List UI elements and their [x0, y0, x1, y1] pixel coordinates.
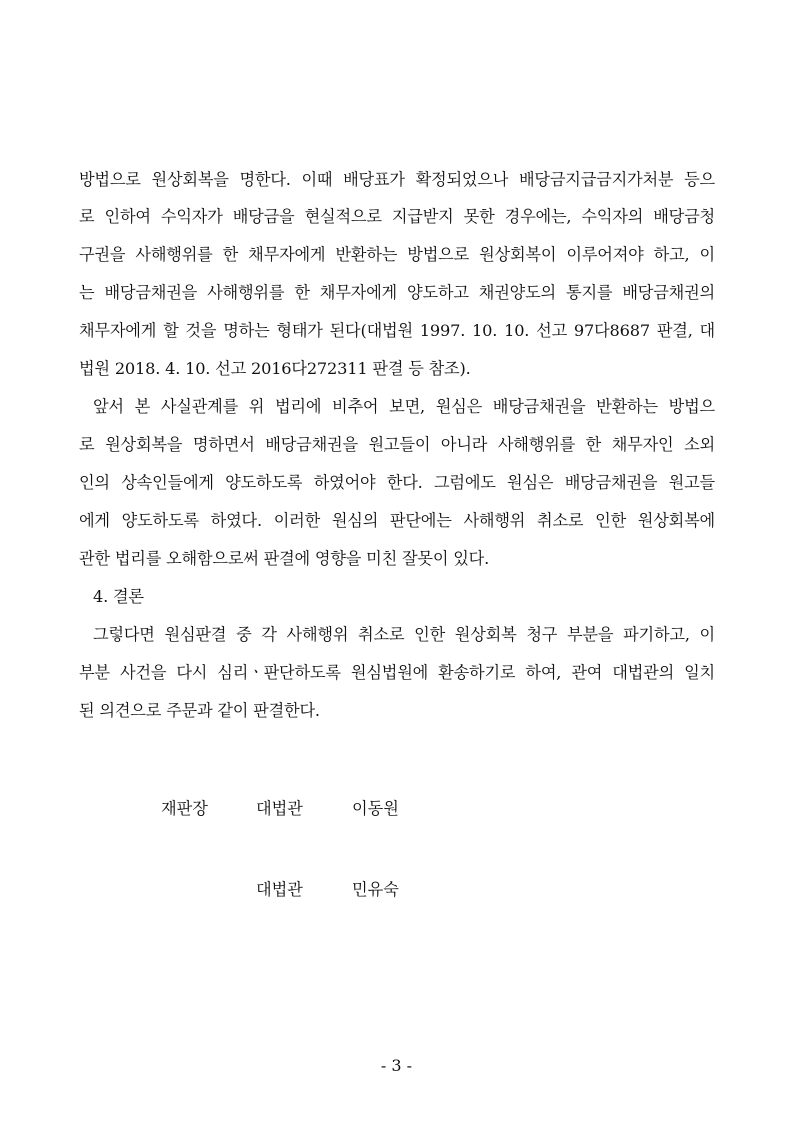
text-line: 로 원상회복을 명하면서 배당금채권을 원고들이 아니라 사해행위를 한 채무자인 소외 [79, 435, 715, 454]
text-line: 그렇다면 원심판결 중 각 사해행위 취소로 인한 원상회복 청구 부분을 파기하고, 이 [93, 625, 715, 644]
text-line: 관한 법리를 오해함으로써 판결에 영향을 미친 잘못이 있다. [79, 549, 490, 568]
page-number: - 3 - [380, 1056, 413, 1075]
section-heading: 4. 결론 [93, 587, 144, 606]
signature-name: 민유숙 [352, 880, 399, 899]
text-line: 채무자에게 할 것을 명하는 형태가 된다(대법원 1997. 10. 10. 선고 97다8687 판결, 대 [79, 321, 715, 340]
signature-name: 이동원 [352, 799, 399, 818]
signature-title: 대법관 [256, 799, 303, 818]
text-line: 구권을 사해행위를 한 채무자에게 반환하는 방법으로 원상회복이 이루어져야 하고, 이 [79, 245, 715, 264]
signature-title: 대법관 [256, 880, 303, 899]
signature-role: 재판장 [161, 799, 208, 818]
text-line: 방법으로 원상회복을 명한다. 이때 배당표가 확정되었으나 배당금지급금지가처분 등으 [79, 170, 715, 189]
text-line: 법원 2018. 4. 10. 선고 2016다272311 판결 등 참조). [79, 359, 471, 378]
text-line: 부분 사건을 다시 심리ㆍ판단하도록 원심법원에 환송하기로 하여, 관여 대법관의 일치 [79, 663, 715, 682]
text-line: 에게 양도하도록 하였다. 이러한 원심의 판단에는 사해행위 취소로 인한 원상회복에 [79, 511, 715, 530]
text-line: 앞서 본 사실관계를 위 법리에 비추어 보면, 원심은 배당금채권을 반환하는 방법으 [93, 397, 715, 416]
text-line: 인의 상속인들에게 양도하도록 하였어야 한다. 그럼에도 원심은 배당금채권을 원고들 [79, 473, 715, 492]
text-line: 로 인하여 수익자가 배당금을 현실적으로 지급받지 못한 경우에는, 수익자의 배당금청 [79, 207, 715, 226]
text-line: 된 의견으로 주문과 같이 판결한다. [79, 701, 320, 720]
text-line: 는 배당금채권을 사해행위를 한 채무자에게 양도하고 채권양도의 통지를 배당금채권의 [79, 283, 715, 302]
